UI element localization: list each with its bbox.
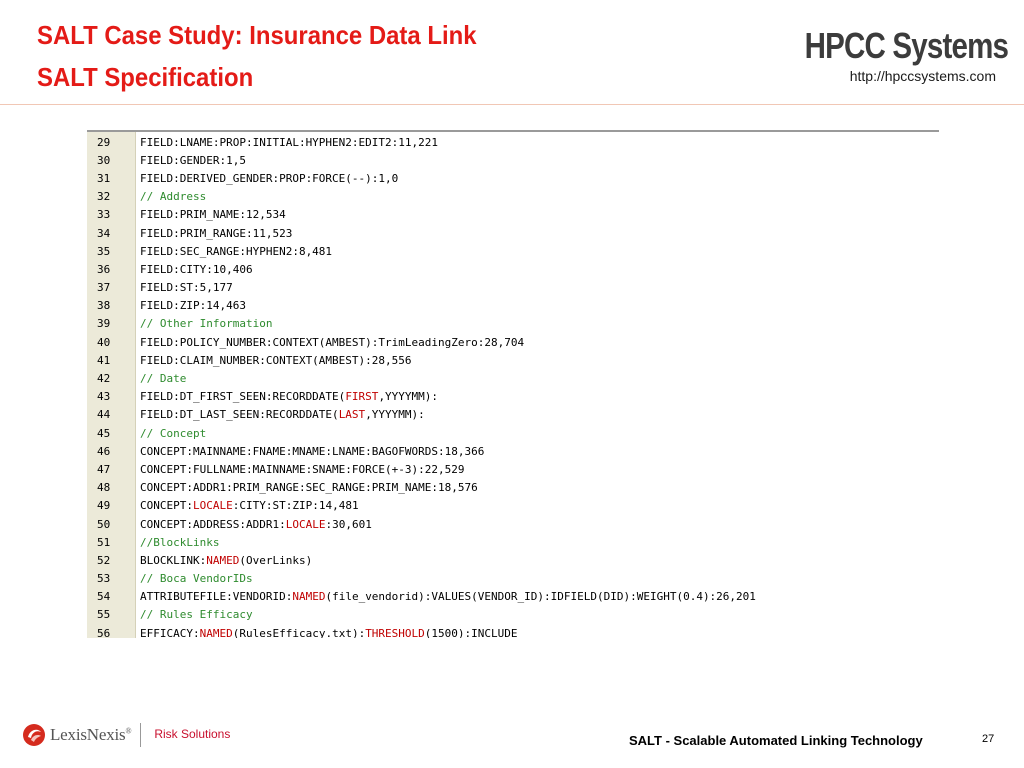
code-line	[87, 351, 939, 369]
line-number: 49	[97, 499, 111, 513]
line-number: 38	[97, 299, 111, 313]
line-number: 32	[97, 190, 111, 204]
code-top-border	[87, 130, 939, 132]
code-token: ,YYYYMM):	[378, 390, 439, 404]
code-token: FIELD:DERIVED_GENDER:PROP:FORCE(--):1,0	[140, 171, 399, 185]
footer-title: SALT - Scalable Automated Linking Technology	[629, 733, 923, 748]
code-token: FIELD:PRIM_NAME:12,534	[140, 208, 286, 222]
code-text	[131, 172, 398, 185]
code-line	[87, 279, 939, 297]
lexisnexis-swirl-icon	[22, 723, 46, 747]
code-token: CONCEPT:	[140, 499, 193, 513]
code-token: :CITY:ST:ZIP:14,481	[232, 499, 359, 513]
line-number: 31	[97, 171, 111, 185]
line-number: 41	[97, 353, 111, 367]
line-number: 52	[97, 553, 111, 567]
code-token: (OverLinks)	[239, 553, 313, 567]
line-number: 36	[97, 262, 111, 276]
line-number: 55	[97, 608, 111, 622]
code-token: FIELD:PRIM_RANGE:11,523	[140, 226, 293, 240]
line-number: 33	[97, 208, 111, 222]
code-token: CONCEPT:ADDR1:PRIM_RANGE:SEC_RANGE:PRIM_NAME:18,576	[140, 481, 478, 495]
code-keyword: LOCALE	[285, 517, 326, 531]
line-number: 42	[97, 372, 111, 386]
code-text	[131, 208, 286, 221]
code-keyword: NAMED	[292, 590, 326, 604]
code-line	[87, 315, 939, 333]
code-keyword: LOCALE	[192, 499, 233, 513]
code-line	[87, 206, 939, 224]
code-line	[87, 606, 939, 624]
footer-division: Risk Solutions	[154, 727, 231, 741]
line-number: 30	[97, 153, 111, 167]
code-line	[87, 133, 939, 151]
code-text	[131, 227, 292, 240]
slide-title-line-2: SALT Specification	[37, 62, 254, 92]
code-line	[87, 333, 939, 351]
slide-title-line-1: SALT Case Study: Insurance Data Link	[37, 20, 477, 50]
code-token: FIELD:POLICY_NUMBER:CONTEXT(AMBEST):TrimLeadingZero:28,704	[140, 335, 525, 349]
code-token: ATTRIBUTEFILE:VENDORID:	[140, 590, 293, 604]
code-keyword: LAST	[338, 408, 366, 422]
code-token: FIELD:CLAIM_NUMBER:CONTEXT(AMBEST):28,556	[140, 353, 412, 367]
line-number: 43	[97, 390, 111, 404]
footer-divider	[140, 723, 141, 747]
code-text	[131, 336, 524, 349]
code-keyword: FIRST	[345, 390, 379, 404]
code-token: FIELD:ST:5,177	[140, 281, 233, 295]
lexisnexis-logo	[22, 723, 230, 747]
code-text	[131, 354, 412, 367]
line-number: 37	[97, 281, 111, 295]
code-token: FIELD:DT_LAST_SEEN:RECORDDATE(	[140, 408, 339, 422]
code-comment: // Concept	[140, 426, 207, 440]
code-line	[87, 369, 939, 387]
code-token: FIELD:LNAME:PROP:INITIAL:HYPHEN2:EDIT2:11,221	[140, 135, 439, 149]
code-text	[131, 518, 372, 531]
code-token: ,YYYYMM):	[365, 408, 425, 422]
code-line	[87, 515, 939, 533]
code-text	[131, 554, 312, 567]
code-text	[131, 245, 332, 258]
code-token: (1500):INCLUDE	[424, 626, 518, 638]
line-number: 39	[97, 317, 111, 331]
code-keyword: NAMED	[206, 553, 240, 567]
line-number: 35	[97, 244, 111, 258]
code-token: CONCEPT:FULLNAME:MAINNAME:SNAME:FORCE(+-3):22,529	[140, 462, 465, 476]
line-number: 34	[97, 226, 111, 240]
line-number: 46	[97, 444, 111, 458]
code-comment: // Other Information	[140, 317, 273, 331]
code-text	[131, 281, 233, 294]
line-number: 45	[97, 426, 111, 440]
line-number: 44	[97, 408, 111, 422]
code-token: FIELD:SEC_RANGE:HYPHEN2:8,481	[140, 244, 333, 258]
code-text	[131, 627, 518, 638]
code-line	[87, 479, 939, 497]
line-number: 40	[97, 335, 111, 349]
code-comment: // Rules Efficacy	[140, 608, 253, 622]
code-text	[131, 499, 359, 512]
code-lines	[87, 133, 939, 638]
code-line	[87, 533, 939, 551]
code-comment: // Address	[140, 190, 207, 204]
code-text	[131, 190, 206, 203]
code-text	[131, 572, 253, 585]
code-line	[87, 151, 939, 169]
code-text	[131, 408, 425, 421]
code-text	[131, 372, 186, 385]
hpcc-url[interactable]: http://hpccsystems.com	[849, 68, 996, 84]
lexisnexis-wordmark: LexisNexis®	[50, 725, 132, 744]
code-text	[131, 390, 438, 403]
line-number: 48	[97, 481, 111, 495]
line-number: 53	[97, 572, 111, 586]
code-text	[131, 154, 246, 167]
code-token: FIELD:ZIP:14,463	[140, 299, 246, 313]
code-line	[87, 588, 939, 606]
code-line	[87, 406, 939, 424]
code-line	[87, 260, 939, 278]
code-screenshot	[87, 130, 939, 638]
code-text	[131, 136, 438, 149]
code-token: CONCEPT:ADDRESS:ADDR1:	[140, 517, 286, 531]
code-line	[87, 169, 939, 187]
code-token: FIELD:CITY:10,406	[140, 262, 253, 276]
code-line	[87, 442, 939, 460]
line-number: 50	[97, 517, 111, 531]
code-token: (file_vendorid):VALUES(VENDOR_ID):IDFIELD(DID):WEIGHT(0.4):26,201	[325, 590, 756, 604]
code-token: :30,601	[325, 517, 372, 531]
code-line	[87, 424, 939, 442]
code-line	[87, 242, 939, 260]
code-text	[131, 590, 756, 603]
line-number: 47	[97, 462, 111, 476]
line-number: 54	[97, 590, 111, 604]
code-comment: // Date	[140, 372, 187, 386]
code-line	[87, 224, 939, 242]
code-text	[131, 445, 484, 458]
code-text	[131, 263, 253, 276]
code-text	[131, 608, 253, 621]
code-keyword: THRESHOLD	[365, 626, 425, 638]
line-number: 56	[97, 626, 111, 638]
code-text	[131, 427, 206, 440]
code-text	[131, 317, 272, 330]
code-line	[87, 188, 939, 206]
code-line	[87, 551, 939, 569]
line-number: 29	[97, 135, 111, 149]
code-token: BLOCKLINK:	[140, 553, 207, 567]
code-text	[131, 463, 465, 476]
slide-title	[37, 14, 515, 98]
code-keyword: NAMED	[199, 626, 233, 638]
code-line	[87, 624, 939, 638]
code-comment: // Boca VendorIDs	[140, 572, 253, 586]
code-token: (RulesEfficacy.txt):	[232, 626, 366, 638]
header-divider	[0, 104, 1024, 105]
code-token: FIELD:GENDER:1,5	[140, 153, 246, 167]
code-line	[87, 388, 939, 406]
page-number: 27	[982, 733, 995, 745]
code-line	[87, 570, 939, 588]
code-comment: //BlockLinks	[140, 535, 220, 549]
code-token: EFFICACY:	[140, 626, 200, 638]
code-line	[87, 297, 939, 315]
code-token: CONCEPT:MAINNAME:FNAME:MNAME:LNAME:BAGOFWORDS:18,366	[140, 444, 485, 458]
code-line	[87, 460, 939, 478]
code-text	[131, 299, 246, 312]
hpcc-brand	[760, 26, 1008, 84]
code-text	[131, 536, 219, 549]
line-number: 51	[97, 535, 111, 549]
hpcc-logo: HPCC Systems	[804, 25, 1008, 66]
code-text	[131, 481, 478, 494]
code-token: FIELD:DT_FIRST_SEEN:RECORDDATE(	[140, 390, 346, 404]
code-line	[87, 497, 939, 515]
